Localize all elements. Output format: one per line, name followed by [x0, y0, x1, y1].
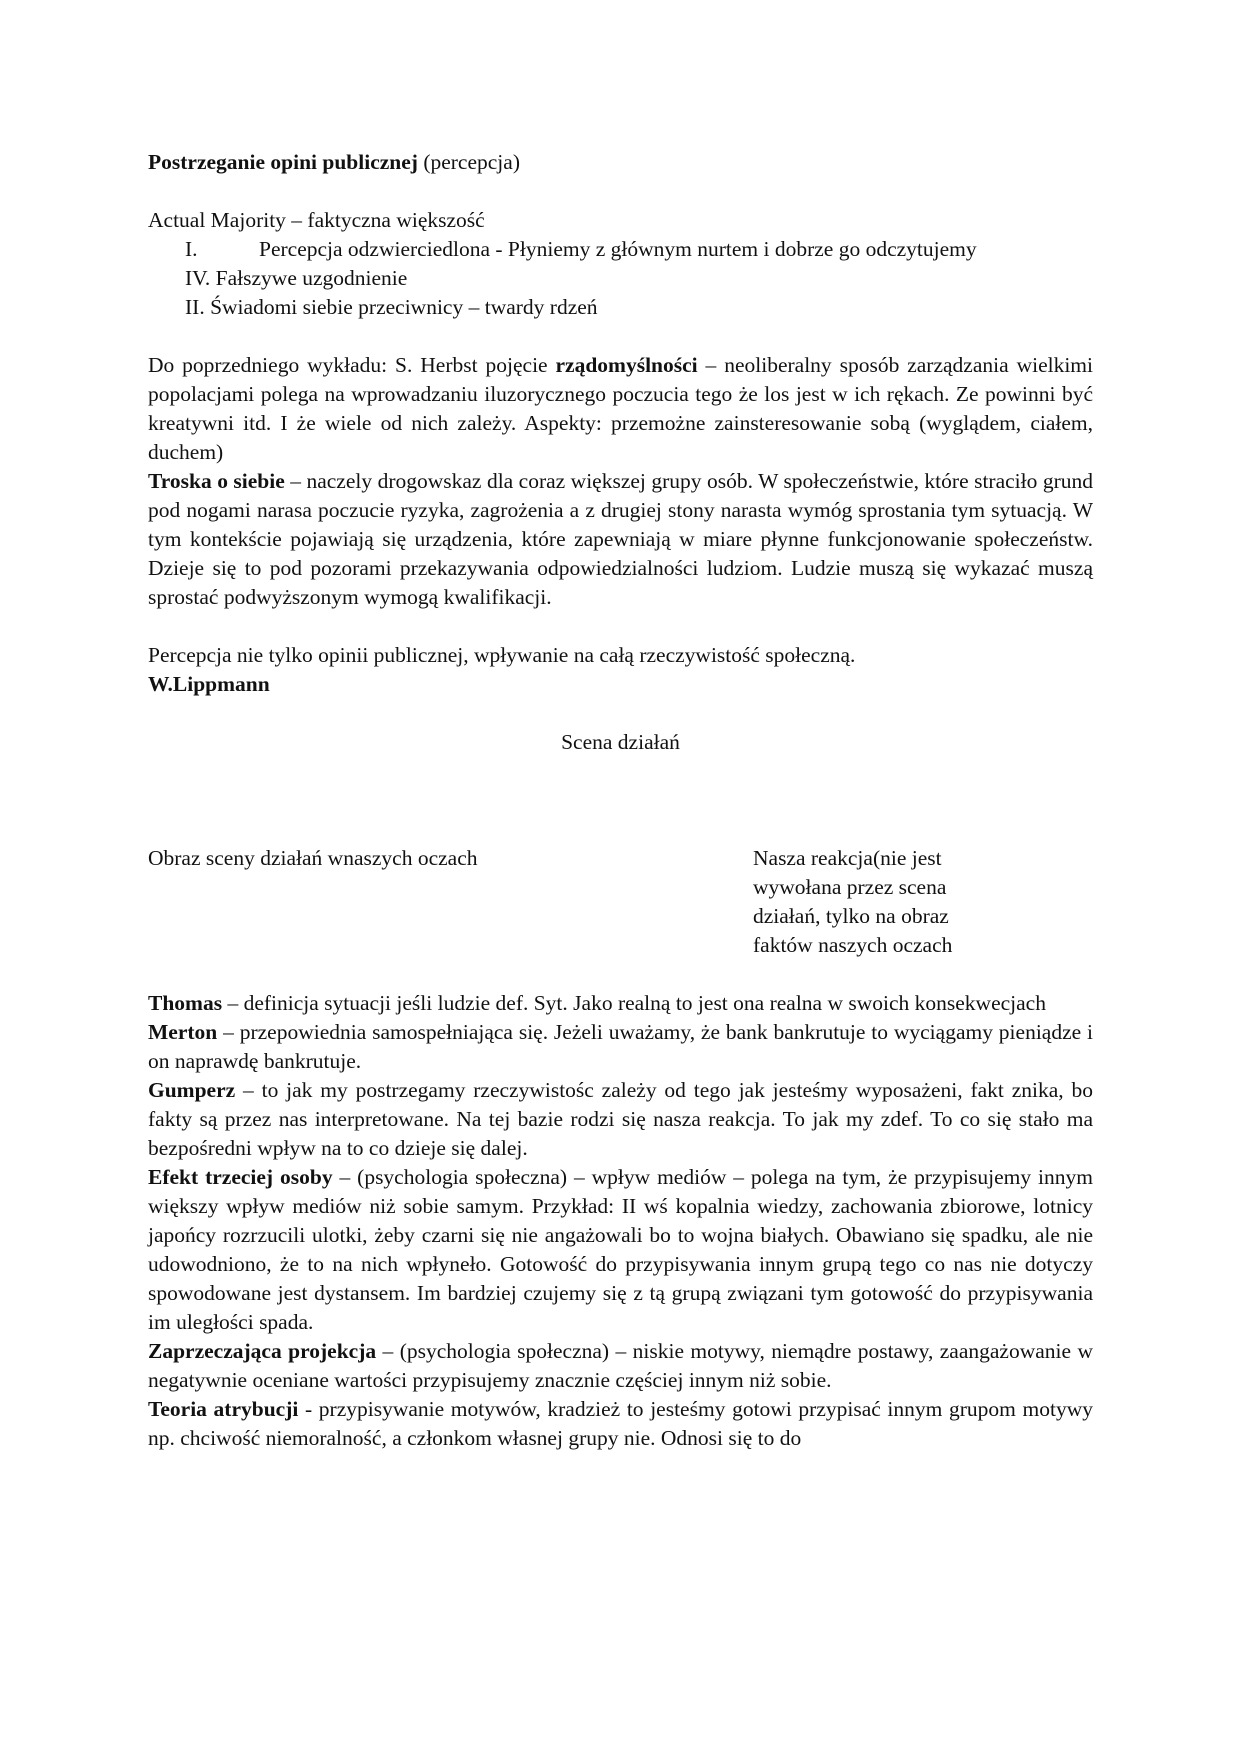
spacer: [148, 177, 1093, 206]
definition-term: Merton: [148, 1020, 218, 1044]
obraz-right-line: działań, tylko na obraz: [753, 904, 949, 928]
obraz-left-text: Obraz sceny działań wnaszych oczach: [148, 846, 478, 870]
majority-heading: Actual Majority – faktyczna większość: [148, 208, 485, 232]
list-item: [148, 235, 1093, 264]
definition-text: – to jak my postrzegamy rzeczywistośc zależy od tego jak jesteśmy wyposażeni, fakt znika, bo fakty są przez nas interpretowane. Na tej bazie rodzi się nasza reakcja. To jak my zdef. To co się stało ma bezpośredni wpływ na to co dzieje się dalej.: [148, 1078, 1093, 1160]
definition-text: - przypisywanie motywów, kradzież to jesteśmy gotowi przypisać innym grupom motywy np. chciwość niemoralność, a członkom własnej grupy nie. Odnosi się to do: [148, 1397, 1093, 1450]
spacer: [148, 960, 1093, 989]
definition-term: Thomas: [148, 991, 223, 1015]
spacer: [148, 786, 1093, 815]
title-rest: (percepcja): [417, 150, 520, 174]
definition-paragraph: [148, 1337, 1093, 1395]
title-bold: Postrzeganie opini publicznej: [148, 150, 418, 174]
definition-text: – definicja sytuacji jeśli ludzie def. Syt. Jako realną to jest ona realna w swoich konsekwecjach: [222, 991, 1046, 1015]
definition-paragraph: [148, 1395, 1093, 1453]
scena-heading: Scena działań: [561, 730, 680, 754]
troska-paragraph: [148, 467, 1093, 612]
obraz-right-line: wywołana przez scena: [753, 875, 947, 899]
definition-term: Zaprzeczająca projekcja: [148, 1339, 377, 1363]
spacer: [148, 699, 1093, 728]
spacer: [148, 815, 1093, 844]
scene-diagram-text: [148, 844, 1093, 960]
document-title: [148, 148, 1093, 177]
spacer: [148, 612, 1093, 641]
obraz-right-text: [753, 844, 1053, 960]
definition-paragraph: [148, 1076, 1093, 1163]
definition-paragraph: [148, 1163, 1093, 1337]
list-item-text: IV. Fałszywe uzgodnienie: [185, 266, 408, 290]
lippmann-heading: [148, 670, 1093, 699]
spacer: [148, 322, 1093, 351]
list-item: [148, 264, 1093, 293]
definition-term: Gumperz: [148, 1078, 236, 1102]
definition-term: Efekt trzeciej osoby: [148, 1165, 333, 1189]
lippmann-name: W.Lippmann: [148, 672, 270, 696]
definition-paragraph: [148, 989, 1093, 1018]
list-item-number: I.: [185, 237, 198, 261]
herbst-term: rządomyślności: [555, 353, 698, 377]
list-item-text: Percepcja odzwierciedlona - Płyniemy z głównym nurtem i dobrze go odczytujemy: [259, 237, 977, 261]
troska-term: Troska o siebie: [148, 469, 285, 493]
percepcja-paragraph: Percepcja nie tylko opinii publicznej, wpływanie na całą rzeczywistość społeczną.: [148, 643, 856, 667]
definition-paragraph: [148, 1018, 1093, 1076]
definition-text: – (psychologia społeczna) – wpływ mediów – polega na tym, że przypisujemy innym większy wpływ mediów niż sobie samym. Przykład: II wś kopalnia wiedzy, zachowania zbiorowe, lotnicy japońcy rozrzucili ulotki, żeby czarni się nie angażowali bo to wojna białych. Obawiano się spadku, ale nie udowodniono, że to na nich wpłyneło. Gotowość do przypisywania innym grupą tego co nas nie dotyczy spowodowane jest dystansem. Im bardziej czujemy się z tą grupą związani tym gotowość do przypisywania im uległości spada.: [148, 1165, 1093, 1334]
list-item-text: II. Świadomi siebie przeciwnicy – twardy rdzeń: [185, 295, 598, 319]
obraz-right-line: faktów naszych oczach: [753, 933, 953, 957]
list-item: [148, 293, 1093, 322]
obraz-right-line: Nasza reakcja(nie jest: [753, 846, 942, 870]
troska-post: – naczely drogowskaz dla coraz większej grupy osób. W społeczeństwie, które straciło grund pod nogami narasa poczucie ryzyka, zagrożenia a z drugiej stony narasta wymóg sprostania tym sytuacją. W tym kontekście pojawiają się urządzenia, które zapewniają w miare płynne funkcjonowanie społeczeństw. Dzieje się to pod pozorami przekazywania odpowiedzialności ludziom. Ludzie muszą się wykazać muszą sprostać podwyższonym wymogą kwalifikacji.: [148, 469, 1093, 609]
herbst-post: – neoliberalny sposób zarządzania wielkimi popolacjami polega na wprowadzaniu iluzorycznego poczucia tego że los jest w ich rękach. Ze powinni być kreatywni itd. I że wiele od nich zależy. Aspekty: przemożne zainsteresowanie sobą (wyglądem, ciałem, duchem): [148, 353, 1094, 464]
document-page: [148, 148, 1093, 1453]
herbst-paragraph: [148, 351, 1093, 467]
majority-list: [148, 235, 1093, 322]
definition-text: – (psychologia społeczna) – niskie motywy, niemądre postawy, zaangażowanie w negatywnie oceniane wartości przypisujemy znacznie częściej innym niż sobie.: [148, 1339, 1093, 1392]
spacer: [148, 757, 1093, 786]
definition-term: Teoria atrybucji: [148, 1397, 299, 1421]
definition-text: – przepowiednia samospełniająca się. Jeżeli uważamy, że bank bankrutuje to wyciągamy pieniądze i on naprawdę bankrutuje.: [148, 1020, 1093, 1073]
herbst-pre: Do poprzedniego wykładu: S. Herbst pojęcie: [148, 353, 556, 377]
